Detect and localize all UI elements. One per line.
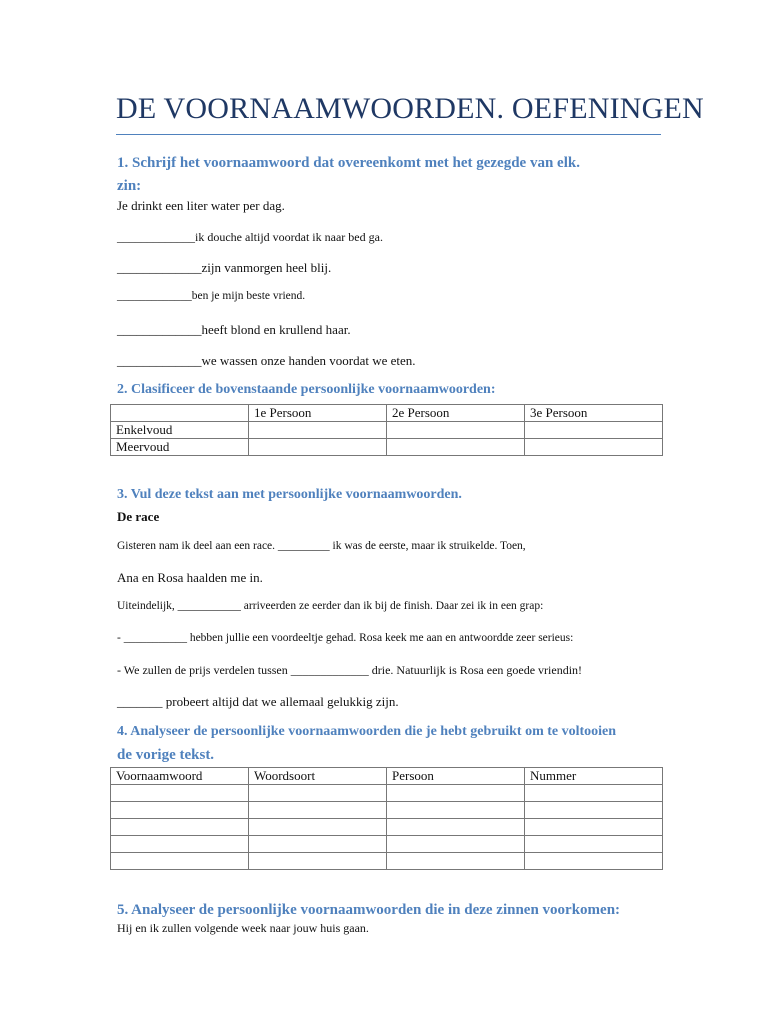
table-cell[interactable]	[387, 422, 525, 439]
story-line: - We zullen de prijs verdelen tussen _____________ drie. Natuurlijk is Rosa een goede vriendin!	[117, 663, 583, 677]
table-cell[interactable]	[249, 819, 387, 836]
table-cell[interactable]	[111, 819, 249, 836]
table-row	[111, 785, 663, 802]
exercise-item: _____________zijn vanmorgen heel blij.	[117, 260, 332, 275]
table-row-label: Enkelvoud	[111, 422, 249, 439]
classification-table	[110, 404, 663, 456]
table-cell[interactable]	[249, 785, 387, 802]
analysis-table	[110, 767, 663, 870]
section-1-heading-cont: zin:	[117, 178, 142, 194]
table-cell[interactable]	[387, 802, 525, 819]
table-cell[interactable]	[525, 819, 663, 836]
story-line: Ana en Rosa haalden me in.	[117, 570, 263, 585]
table-row	[111, 819, 663, 836]
section-1-heading: 1. Schrijf het voornaamwoord dat overeenkomt met het gezegde van elk.	[117, 155, 580, 171]
table-row	[111, 836, 663, 853]
table-row	[111, 439, 663, 456]
table-header-cell: 1e Persoon	[249, 405, 387, 422]
story-line: Uiteindelijk, ___________ arriveerden ze eerder dan ik bij de finish. Daar zei ik in een grap:	[117, 600, 544, 612]
table-header-cell: Voornaamwoord	[111, 768, 249, 785]
exercise-item: _____________heeft blond en krullend haar.	[117, 322, 351, 337]
table-cell[interactable]	[387, 853, 525, 870]
section-1-example: Je drinkt een liter water per dag.	[117, 198, 285, 213]
table-cell[interactable]	[525, 802, 663, 819]
table-cell[interactable]	[387, 785, 525, 802]
section-2-heading: 2. Clasificeer de bovenstaande persoonlijke voornaamwoorden:	[117, 382, 496, 397]
section-5-sentence: Hij en ik zullen volgende week naar jouw huis gaan.	[117, 921, 369, 935]
table-cell[interactable]	[111, 785, 249, 802]
table-row	[111, 802, 663, 819]
exercise-item: _____________ben je mijn beste vriend.	[117, 290, 306, 302]
page-title: DE VOORNAAMWOORDEN. OEFENINGEN	[116, 92, 704, 125]
table-cell[interactable]	[387, 439, 525, 456]
table-header-cell: 2e Persoon	[387, 405, 525, 422]
table-row-label: Meervoud	[111, 439, 249, 456]
table-header-cell	[111, 405, 249, 422]
table-cell[interactable]	[249, 853, 387, 870]
table-cell[interactable]	[249, 422, 387, 439]
table-cell[interactable]	[525, 853, 663, 870]
table-cell[interactable]	[387, 819, 525, 836]
table-cell[interactable]	[249, 439, 387, 456]
story-title: De race	[117, 509, 160, 524]
table-header-cell: Persoon	[387, 768, 525, 785]
table-row	[111, 422, 663, 439]
table-cell[interactable]	[525, 439, 663, 456]
story-line: - ___________ hebben jullie een voordeeltje gehad. Rosa keek me aan en antwoordde zeer serieus:	[117, 632, 574, 644]
table-cell[interactable]	[249, 802, 387, 819]
section-3-heading: 3. Vul deze tekst aan met persoonlijke voornaamwoorden.	[117, 487, 462, 502]
section-4-heading: 4. Analyseer de persoonlijke voornaamwoorden die je hebt gebruikt om te voltooien	[117, 724, 617, 739]
title-divider	[116, 134, 661, 135]
table-cell[interactable]	[525, 422, 663, 439]
table-cell[interactable]	[525, 785, 663, 802]
exercise-item: _____________we wassen onze handen voordat we eten.	[117, 353, 416, 368]
section-5-heading: 5. Analyseer de persoonlijke voornaamwoorden die in deze zinnen voorkomen:	[117, 902, 621, 918]
table-row	[111, 853, 663, 870]
table-cell[interactable]	[387, 836, 525, 853]
table-header-row	[111, 405, 663, 422]
section-4-heading-cont: de vorige tekst.	[117, 747, 215, 763]
table-cell[interactable]	[111, 836, 249, 853]
table-cell[interactable]	[249, 836, 387, 853]
table-header-cell: Nummer	[525, 768, 663, 785]
story-line: Gisteren nam ik deel aan een race. _________ ik was de eerste, maar ik struikelde. Toen,	[117, 540, 526, 552]
table-header-cell: Woordsoort	[249, 768, 387, 785]
table-cell[interactable]	[111, 853, 249, 870]
table-cell[interactable]	[111, 802, 249, 819]
table-cell[interactable]	[525, 836, 663, 853]
table-header-row	[111, 768, 663, 785]
story-line: _______ probeert altijd dat we allemaal gelukkig zijn.	[117, 694, 399, 709]
exercise-item: _____________ik douche altijd voordat ik naar bed ga.	[117, 230, 383, 244]
table-header-cell: 3e Persoon	[525, 405, 663, 422]
